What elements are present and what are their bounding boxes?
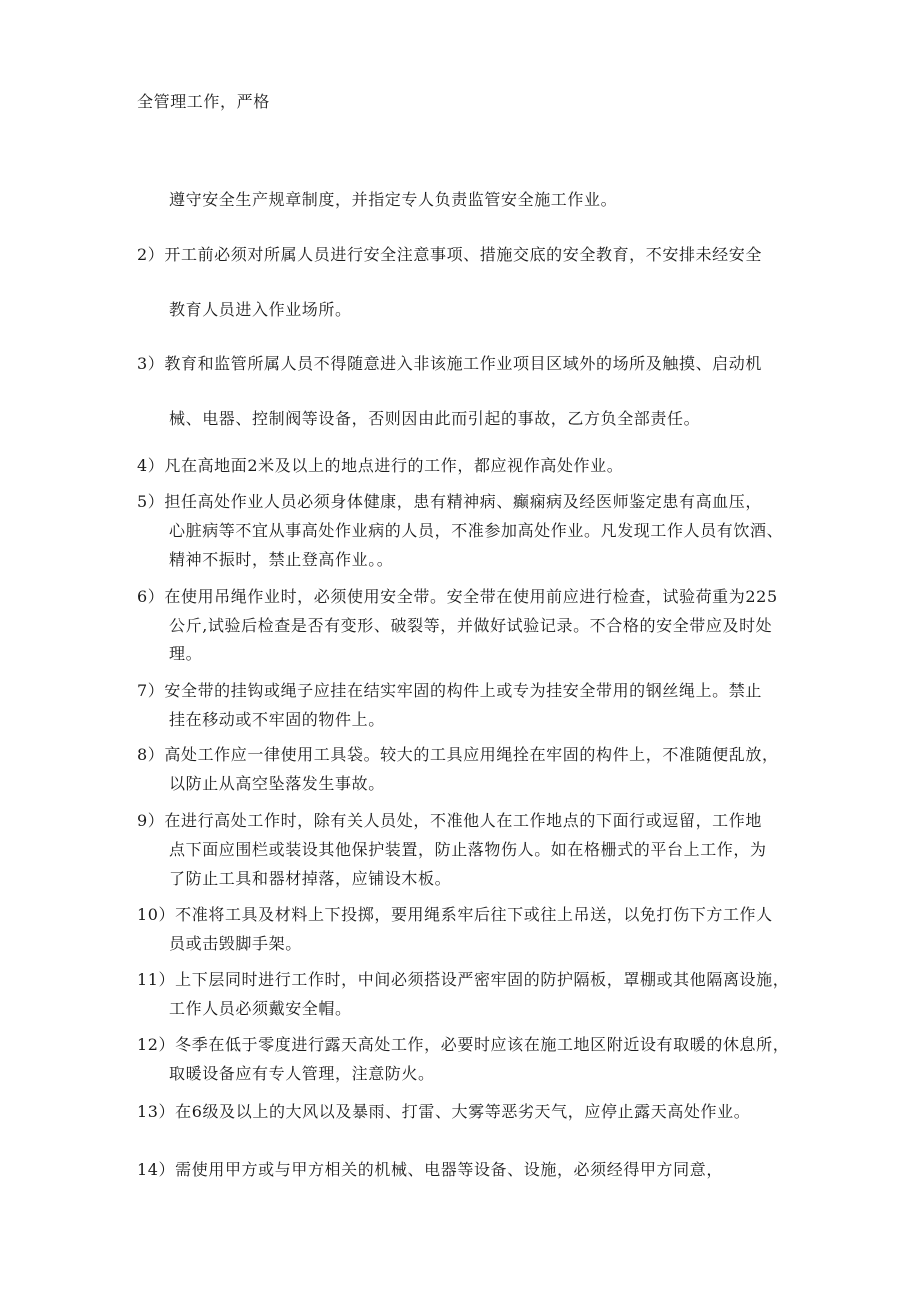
- list-item-6-line: 理。: [169, 644, 203, 663]
- list-item-11-line: 11）上下层同时进行工作时，中间必须搭设严密牢固的防护隔板，罩棚或其他隔离设施，: [137, 970, 790, 989]
- list-item-8-line: 以防止从高空坠落发生事故。: [169, 774, 385, 793]
- list-item-5-line: 5）担任高处作业人员必须身体健康，患有精神病、癫痫病及经医师鉴定患有高血压，: [137, 492, 762, 511]
- list-item-9-line: 点下面应围栏或装设其他保护装置，防止落物伤人。如在格栅式的平台上工作，为: [169, 840, 767, 859]
- list-item-3-line: 3）教育和监管所属人员不得随意进入非该施工作业项目区域外的场所及触摸、启动机: [137, 354, 762, 373]
- text-line: 全管理工作，严格: [137, 92, 270, 111]
- list-item-13-line: 13）在6级及以上的大风以及暴雨、打雷、大雾等恶劣天气，应停止露天高处作业。: [137, 1102, 751, 1121]
- list-item-10-line: 10）不准将工具及材料上下投掷，要用绳系牢后往下或往上吊送，以免打伤下方工作人: [137, 905, 773, 924]
- list-item-4-line: 4）凡在高地面2米及以上的地点进行的工作，都应视作高处作业。: [137, 456, 624, 475]
- text-line: 遵守安全生产规章制度，并指定专人负责监管安全施工作业。: [169, 190, 618, 209]
- list-item-7-line: 挂在移动或不牢固的物件上。: [169, 710, 385, 729]
- list-item-6-line: 6）在使用吊绳作业时，必须使用安全带。安全带在使用前应进行检查，试验荷重为225: [137, 587, 778, 606]
- list-item-14-line: 14）需使用甲方或与甲方相关的机械、电器等设备、设施，必须经得甲方同意，: [137, 1160, 723, 1179]
- list-item-6-line: 公斤,试验后检查是否有变形、破裂等，并做好试验记录。不合格的安全带应及时处: [169, 616, 773, 635]
- list-item-12-line: 12）冬季在低于零度进行露天高处工作，必要时应该在施工地区附近设有取暖的休息所，: [137, 1035, 790, 1054]
- list-item-5-line: 心脏病等不宜从事高处作业病的人员，不准参加高处作业。凡发现工作人员有饮酒、: [169, 521, 784, 540]
- list-item-3-line: 械、电器、控制阀等设备，否则因由此而引起的事故，乙方负全部责任。: [169, 409, 701, 428]
- list-item-8-line: 8）高处工作应一律使用工具袋。较大的工具应用绳拴在牢固的构件上，不准随便乱放，: [137, 745, 779, 764]
- list-item-9-line: 9）在进行高处工作时，除有关人员处，不准他人在工作地点的下面行或逗留，工作地: [137, 811, 762, 830]
- list-item-10-line: 员或击毁脚手架。: [169, 934, 302, 953]
- list-item-7-line: 7）安全带的挂钩或绳子应挂在结实牢固的构件上或专为挂安全带用的钢丝绳上。禁止: [137, 681, 762, 700]
- list-item-12-line: 取暖设备应有专人管理，注意防火。: [169, 1064, 435, 1083]
- list-item-5-line: 精神不振时，禁止登高作业。。: [169, 550, 394, 569]
- list-item-2-line: 教育人员进入作业场所。: [169, 300, 352, 319]
- list-item-9-line: 了防止工具和器材掉落，应铺设木板。: [169, 869, 452, 888]
- list-item-2-line: 2）开工前必须对所属人员进行安全注意事项、措施交底的安全教育，不安排未经安全: [137, 245, 762, 264]
- list-item-11-line: 工作人员必须戴安全帽。: [169, 999, 352, 1018]
